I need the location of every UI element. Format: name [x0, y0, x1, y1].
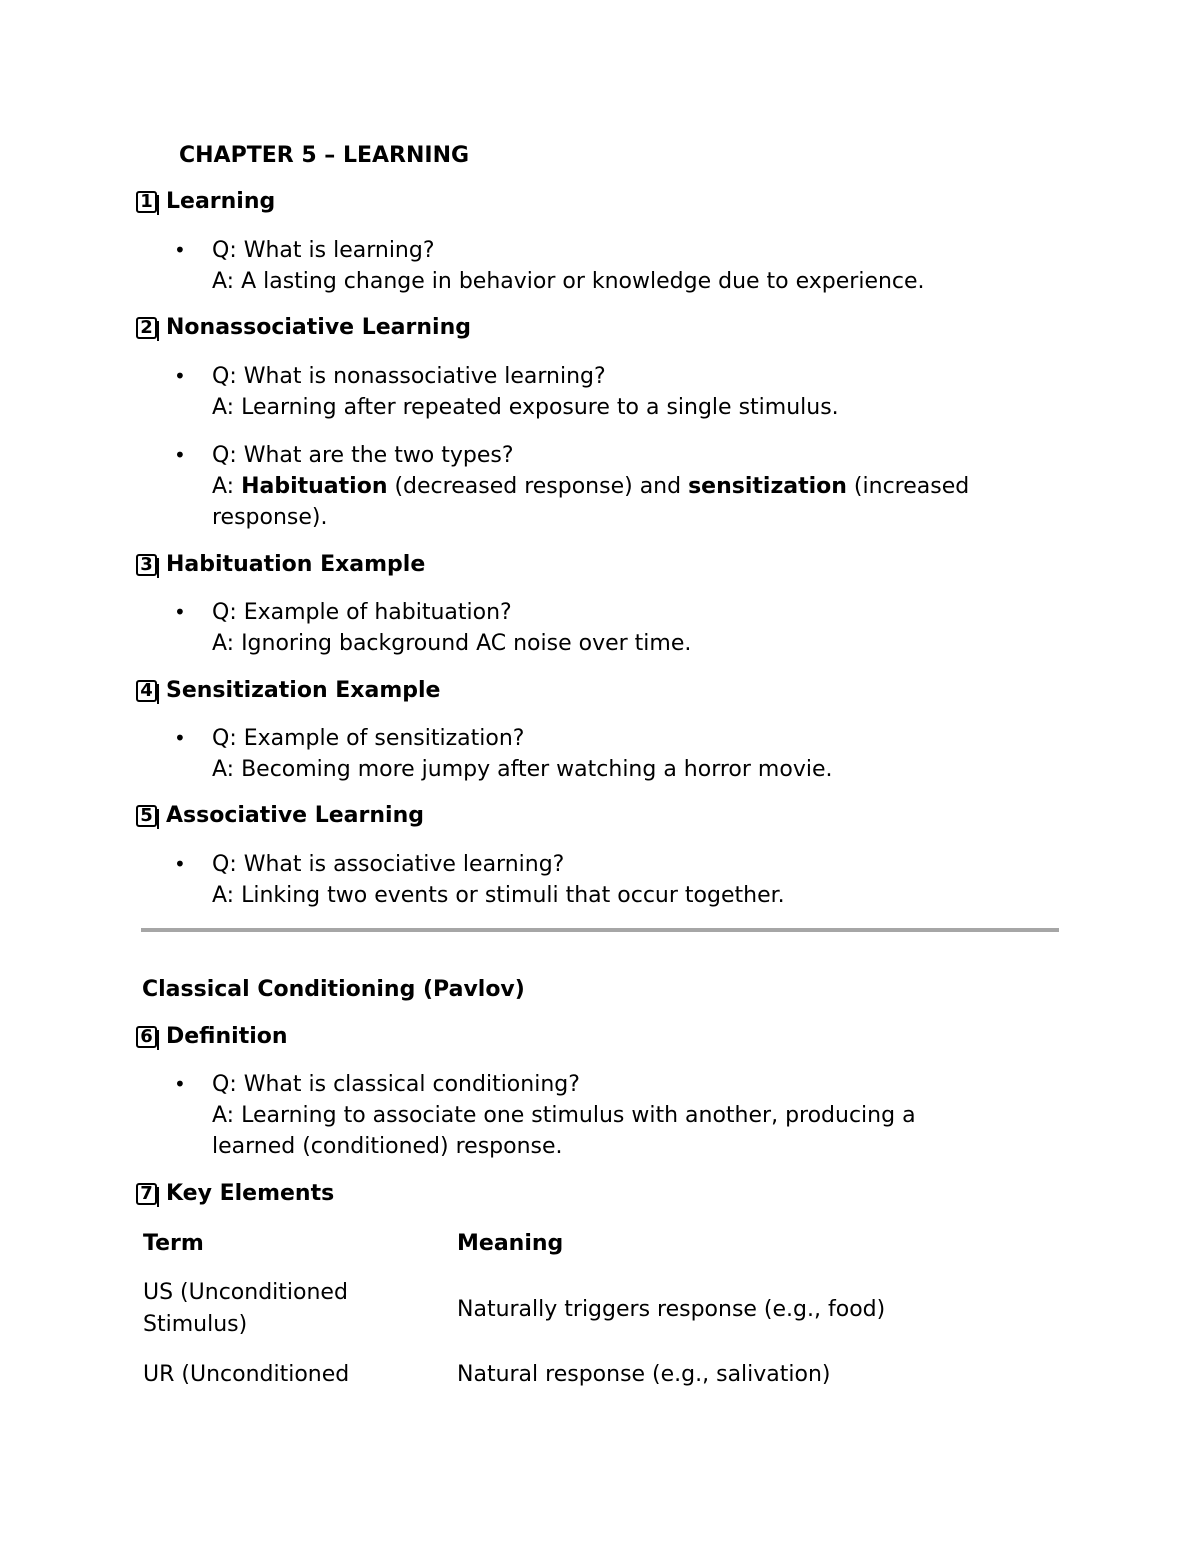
number-3-icon: 3	[136, 554, 157, 576]
section-title: Nonassociative Learning	[166, 315, 471, 340]
bullet-icon: •	[174, 726, 186, 750]
section-title: Key Elements	[166, 1181, 335, 1206]
answer-term-habituation: Habituation	[241, 474, 388, 499]
table-header-meaning: Meaning	[457, 1231, 564, 1256]
question: Q: What is associative learning?	[212, 852, 565, 877]
number-5-icon: 5	[136, 805, 157, 827]
bullet-icon: •	[174, 1072, 186, 1096]
answer-term-sensitization: sensitization	[688, 474, 847, 499]
section-title: Associative Learning	[166, 803, 424, 828]
section-title: Definition	[166, 1024, 288, 1049]
answer	[212, 471, 1072, 533]
qa-item	[174, 235, 1072, 297]
section-title: Sensitization Example	[166, 678, 441, 703]
table-cell-meaning: Natural response (e.g., salivation)	[457, 1362, 831, 1387]
answer-suffix: (increased response).	[212, 474, 970, 530]
section-heading-definition	[136, 1023, 288, 1051]
table-cell-meaning: Naturally triggers response (e.g., food)	[457, 1297, 886, 1322]
classical-conditioning-title: Classical Conditioning (Pavlov)	[142, 977, 525, 1002]
question: Q: What is classical conditioning?	[212, 1072, 580, 1097]
answer: A: Linking two events or stimuli that occur together.	[212, 883, 785, 908]
bullet-icon: •	[174, 600, 186, 624]
section-title: Habituation Example	[166, 552, 426, 577]
question: Q: What is learning?	[212, 238, 435, 263]
answer: A: Learning to associate one stimulus with another, producing a learned (conditioned) response.	[212, 1103, 916, 1159]
qa-item	[174, 440, 1072, 533]
qa-item	[174, 1069, 1072, 1162]
number-4-icon: 4	[136, 680, 157, 702]
table-header-term: Term	[143, 1231, 204, 1256]
answer-prefix: A:	[212, 474, 242, 499]
number-1-icon: 1	[136, 191, 157, 213]
qa-item	[174, 849, 1072, 911]
bullet-icon: •	[174, 443, 186, 467]
answer: A: Learning after repeated exposure to a single stimulus.	[212, 395, 839, 420]
section-heading-habituation	[136, 551, 425, 579]
question: Q: Example of sensitization?	[212, 726, 525, 751]
section-heading-key-elements	[136, 1180, 334, 1208]
section-heading-learning	[136, 188, 275, 216]
table-cell-term: UR (Unconditioned	[143, 1362, 350, 1387]
table-cell-term: US (Unconditioned Stimulus)	[143, 1280, 348, 1337]
qa-item	[174, 723, 1072, 785]
bullet-icon: •	[174, 852, 186, 876]
question: Q: Example of habituation?	[212, 600, 512, 625]
question: Q: What are the two types?	[212, 443, 514, 468]
chapter-title: CHAPTER 5 – LEARNING	[179, 143, 470, 168]
horizontal-divider	[141, 928, 1059, 932]
answer: A: A lasting change in behavior or knowledge due to experience.	[212, 269, 925, 294]
section-heading-associative	[136, 802, 424, 830]
section-heading-sensitization	[136, 677, 440, 705]
answer: A: Ignoring background AC noise over time.	[212, 631, 692, 656]
qa-item	[174, 597, 1072, 659]
number-7-icon: 7	[136, 1183, 157, 1205]
qa-item	[174, 361, 1072, 423]
bullet-icon: •	[174, 238, 186, 262]
bullet-icon: •	[174, 364, 186, 388]
section-title: Learning	[166, 189, 276, 214]
number-6-icon: 6	[136, 1026, 157, 1048]
answer-mid: (decreased response) and	[387, 474, 689, 499]
section-heading-nonassociative	[136, 314, 471, 342]
answer: A: Becoming more jumpy after watching a horror movie.	[212, 757, 833, 782]
number-2-icon: 2	[136, 317, 157, 339]
question: Q: What is nonassociative learning?	[212, 364, 606, 389]
